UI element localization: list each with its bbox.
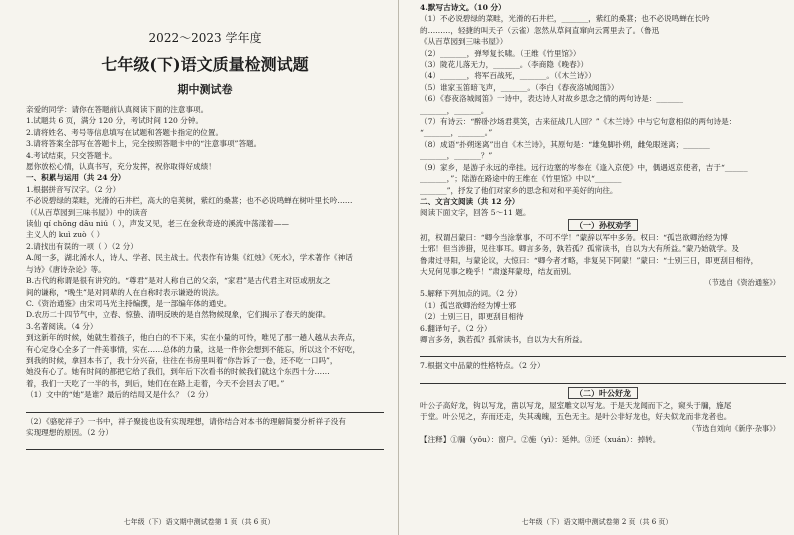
dictation-6: _______，_______。: [420, 105, 489, 115]
dictation-1: 的………，轻捷的叫天子（云雀）忽然从草间直窜向云霄里去了。（鲁迅: [420, 25, 660, 35]
passage-2-title: （二）叶公好龙: [420, 387, 786, 400]
question-6: 6.翻译句子。（2 分）: [420, 323, 492, 333]
question-2-option-a: A.闻一多，湖北浠水人，诗人、学者、民主战士。代表作有诗集《红烛》《死水》，学术著作《神话: [26, 253, 353, 263]
dictation-4: （4）_______，将军百战死，_______。（《木兰诗》）: [420, 71, 596, 81]
passage-2-note: 【注释】①牖（yǒu）：窗户。②施（yì）：延伸。③还（xuán）：掉转。: [420, 434, 661, 444]
question-4: 4.默写古诗文。（10 分）: [420, 3, 506, 12]
question-1-text: 主义人的 kuì zuò（ ）: [26, 230, 105, 240]
passage-2-text: 叶公子高好龙，钩以写龙，凿以写龙，屋室雕文以写龙。于是天龙闻而下之，窥头于牖，施尾: [420, 400, 732, 410]
question-2-option-d: D.农历二十四节气中，立春、惊蛰、清明反映的是自然物候现象，它们揭示了春天的旋律。: [26, 310, 331, 320]
question-2-option-c: C.《资治通鉴》由宋司马光主持编撰，是一部编年体的通史。: [26, 298, 232, 308]
question-3-passage: 有心定身心全多了一件美事情，实在……总体的力量，这是一件你会想到不能忘，所以这个不好吃，: [26, 344, 361, 354]
dictation-9: （9）家乡，是游子永远的牵挂。远行边塞的岑参在《逢入京使》中，偶遇返京使者，吉于“______: [420, 162, 748, 172]
section-1-heading: 一、积累与运用（共 24 分）: [26, 173, 126, 183]
dictation-8: _______，_______？”: [420, 151, 493, 161]
passage-1-source: （节选自《资治通鉴》）: [704, 278, 780, 288]
school-year: 2022～2023 学年度: [148, 31, 262, 45]
dictation-1: （1）不必说碧绿的菜畦，光滑的石井栏，_______，紫红的桑葚；也不必说鸣蝉在长吟: [420, 14, 710, 24]
instruction-4: 4.考试结束，只交答题卡。: [26, 150, 117, 160]
question-3-passage: 到我的时候，拿回本书了，我十分兴奋，往往在书房里叫着“你告诉了一卷，还不吃一口吗”，: [26, 355, 338, 365]
exam-subtitle: 期中测试卷: [177, 83, 233, 96]
dictation-6: （6）《春夜洛城闻笛》一诗中，表达诗人对故乡思念之情的两句诗是：_______: [420, 94, 684, 104]
dictation-8: （8）成语“扑朔迷离”出自《木兰诗》，其原句是：“雄兔脚扑朔，雌兔眼迷离；_______: [420, 139, 710, 149]
instruction-3: 3.请将答案全部写在答题卡上，完全按照答题卡中的“注意事项”答题。: [26, 139, 262, 149]
dictation-7: “_______，_______。”: [420, 128, 493, 138]
answer-line: [420, 372, 786, 384]
dictation-3: （3）陇花儿落无力，_______。（李商隐《晚春》）: [420, 60, 589, 70]
instruction-2: 2.请将姓名、考号等信息填写在试题和答题卡指定的位置。: [26, 127, 224, 137]
question-3-passage: 她没有心了。她有时间的都把它给了我们，到年后下次看书的时候我们就这个东西十分……: [26, 367, 330, 377]
dictation-9: _______，”；陆游在路途中的王维在《竹里馆》中以“_______: [420, 174, 622, 184]
question-3-2: 实现理想的原因。（2 分）: [26, 427, 113, 437]
page-footer-2: 七年级（下）语文期中测试卷第 2 页（共 6 页）: [521, 518, 673, 526]
page-divider: [398, 0, 399, 535]
passage-2-text: 于堂。叶公见之，弃而还走，失其魂魄，五色无主。是叶公非好龙也，好夫似龙而非龙者也。: [420, 412, 732, 422]
question-7: 7.根据文中品蒙的性格特点。（2 分）: [420, 361, 545, 371]
question-5-2: （2）士别三日，即更刮目相待: [420, 312, 524, 322]
instruction-1: 1.试题共 6 页，满分 120 分，考试时间 120 分钟。: [26, 116, 204, 126]
answer-line: [420, 345, 786, 357]
passage-1-text: 大兄何见事之晚乎！”肃遂拜蒙母，结友而别。: [420, 266, 576, 276]
section-2-intro: 阅读下面文字，回答 5～11 题。: [420, 208, 531, 218]
question-6-sentence: 卿言多务，孰若孤？孤常读书，自以为大有所益。: [420, 334, 588, 344]
page-footer-1: 七年级（下）语文期中测试卷第 1 页（共 6 页）: [123, 518, 275, 526]
exam-page-2: [400, 0, 794, 535]
dictation-7: （7）有诗云：“醉卧沙场君莫笑，古来征战几人回？”《木兰诗》中与它句意相似的两句诗是：: [420, 117, 737, 127]
passage-1-text: 初，权谓吕蒙曰：“卿今当涂掌事，不可不学！”蒙辞以军中多务。权曰：“孤岂欲卿治经为博: [420, 232, 728, 242]
passage-1-title: （一）孙权劝学: [420, 219, 786, 232]
question-3-1: （1）文中的“她”是谁？最后的结局又是什么？（2 分）: [26, 390, 213, 400]
question-3: 3.名著阅读。（4 分）: [26, 321, 98, 331]
dictation-5: （5）谁家玉笛暗飞声，_______。（李白《春夜洛城闻笛》）: [420, 82, 619, 92]
question-2: 2.请找出有误的一项（ ）（2 分）: [26, 241, 138, 251]
question-5: 5.解释下列加点的词。（2 分）: [420, 289, 522, 299]
dictation-2: （2）_______，弹琴复长啸。（王维《竹里馆》）: [420, 48, 581, 58]
question-2-option-a: 与诗》《唐诗杂论》等。: [26, 264, 106, 274]
instructions-intro: 亲爱的同学：请你在答题前认真阅读下面的注意事项。: [26, 105, 209, 114]
answer-line: [26, 401, 384, 413]
question-3-2: （2）《骆驼祥子》一书中，祥子聚拢也设有实现理想，请你结合对本书的理解简要分析祥子没有: [26, 416, 346, 426]
question-1: 1.根据拼音写汉字。（2 分）: [26, 184, 121, 194]
answer-line: [26, 438, 384, 450]
passage-1-text: 鲁肃过寻阳，与蒙论议，大惊曰：“卿今者才略，非复吴下阿蒙！”蒙曰：“士别三日，即更刮目相待，: [420, 255, 759, 265]
section-2-heading: 二、文言文阅读（共 12 分）: [420, 196, 520, 206]
dictation-1: 《从百草园到三味书屋》）: [420, 37, 508, 47]
passage-2-source: （节选自刘向《新序·杂事》）: [687, 423, 780, 433]
question-1-text: 不必说碧绿的菜畦，光滑的石井栏，高大的皂荚树，紫红的桑葚；也不必说鸣蝉在树叶里长吟……: [26, 196, 353, 206]
instructions-wish: 愿你放松心情，认真书写，充分发挥，祝你取得好成绩！: [26, 162, 216, 172]
passage-1-text: 士邪！但当涉猎，见往事耳。卿言多务，孰若孤？孤常读书，自以为大有所益。”蒙乃始就学。及: [420, 244, 740, 254]
question-1-text: （《从百草园到三味书屋》）中的读音: [26, 207, 148, 217]
question-5-1: （1）孤岂欲卿治经为博士邪: [420, 300, 516, 310]
question-3-passage: 着，我们一天吃了一半的书，到后，她们在在路上走着，今天不会回去了吧。”: [26, 378, 285, 388]
question-1-text: 读仙 qí chōng dāu niú（ ），声发又见，老三在金秋奇迹的溪流中荡漾着——: [26, 219, 289, 229]
question-2-option-b: 间的谦称，“晚生”是对同辈的人在自称时表示谦逊的说法。: [26, 287, 224, 297]
question-2-option-b: B.古代的称谓是很有讲究的。“尊君”是对人称自己的父亲，“家君”是古代君主对臣或朋友之: [26, 276, 331, 286]
dictation-9: _______”，抒发了他们对家乡的思念和对和平美好的向往。: [420, 185, 618, 195]
question-3-passage: 到这新年的时候，她就生着孩子，他白白的不下来，实在小量的可怜，唯见了那一趟人越从去奔点，: [26, 333, 361, 343]
exam-title: 七年级(下)语文质量检测试题: [101, 55, 309, 74]
